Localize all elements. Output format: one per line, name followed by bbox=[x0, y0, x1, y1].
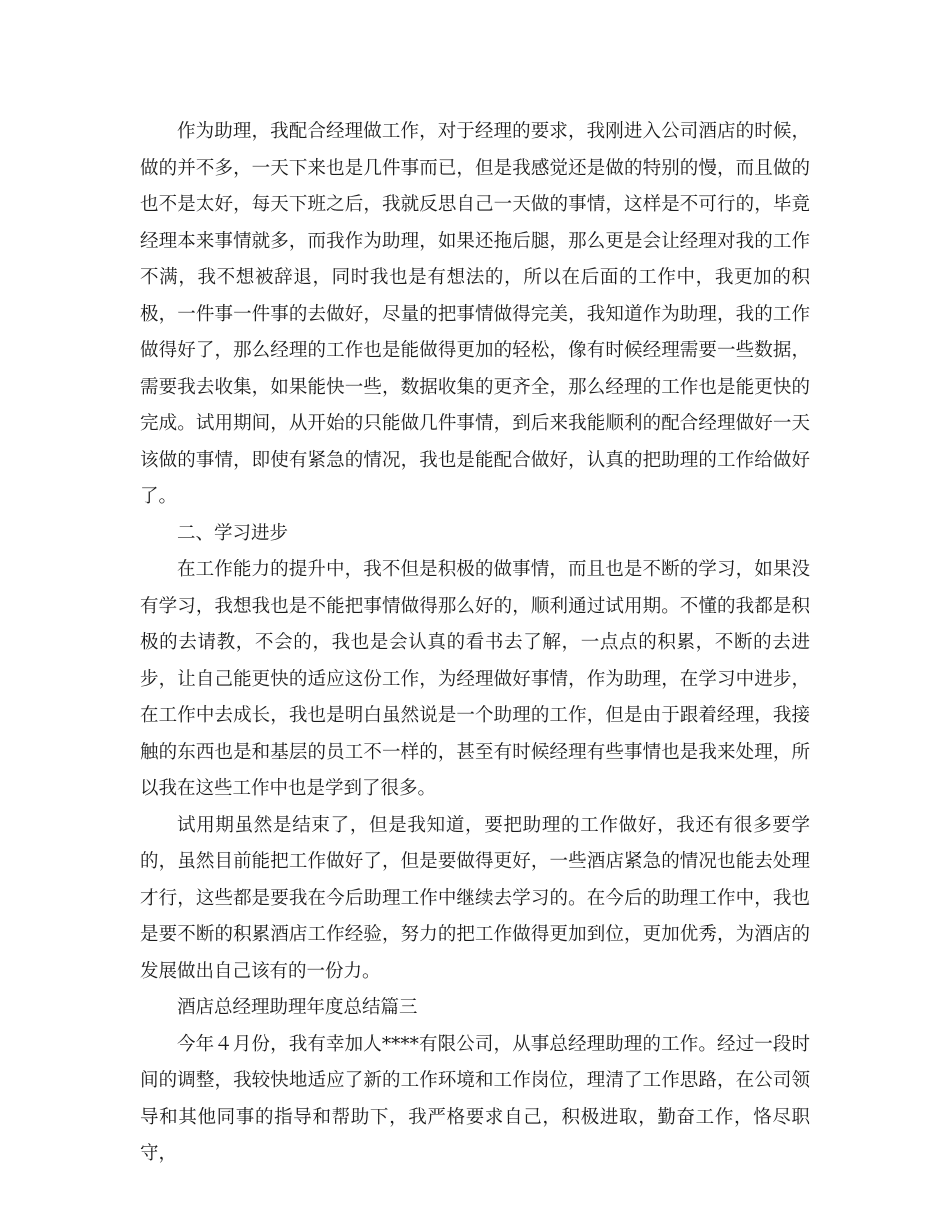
paragraph-probation-end: 试用期虽然是结束了，但是我知道，要把助理的工作做好，我还有很多要学的，虽然目前能把工作做好了，但是要做得更好，一些酒店紧急的情况也能去处理才行，这些都是要我在今后助理工作中继续去学习的。在今后的助理工作中，我也是要不断的积累酒店工作经验，努力的把工作做得更加到位，更加优秀，为酒店的发展做出自己该有的一份力。 bbox=[140, 814, 810, 982]
paragraph-joining-company: 今年４月份，我有幸加人****有限公司，从事总经理助理的工作。经过一段时间的调整，我较快地适应了新的工作环境和工作岗位，理清了工作思路，在公司领导和其他同事的指导和帮助下，我严格要求自己，积极进取，勤奋工作，恪尽职守， bbox=[140, 1033, 810, 1164]
paragraph-assistant-work: 作为助理，我配合经理做工作，对于经理的要求，我刚进入公司酒店的时候，做的并不多，一天下来也是几件事而已，但是我感觉还是做的特别的慢，而且做的也不是太好，每天下班之后，我就反思自己一天做的事情，这样是不可行的，毕竟经理本来事情就多，而我作为助理，如果还拖后腿，那么更是会让经理对我的工作不满，我不想被辞退，同时我也是有想法的，所以在后面的工作中，我更加的积极，一件事一件事的去做好，尽量的把事情做得完美，我知道作为助理，我的工作做得好了，那么经理的工作也是能做得更加的轻松，像有时候经理需要一些数据，需要我去收集，如果能快一些，数据收集的更齐全，那么经理的工作也是能更快的完成。试用期间，从开始的只能做几件事情，到后来我能顺利的配合经理做好一天该做的事情，即使有紧急的情况，我也是能配合做好，认真的把助理的工作给做好了。 bbox=[140, 121, 810, 507]
section-heading-learning-progress: 二、学习进步 bbox=[177, 522, 289, 544]
document-body bbox=[140, 114, 810, 1173]
paragraph-learning: 在工作能力的提升中，我不但是积极的做事情，而且也是不断的学习，如果没有学习，我想我也是不能把事情做得那么好的，顺利通过试用期。不懂的我都是积极的去请教，不会的，我也是会认真的看书去了解，一点点的积累，不断的去进步，让自己能更快的适应这份工作，为经理做好事情，作为助理，在学习中进步，在工作中去成长，我也是明白虽然说是一个助理的工作，但是由于跟着经理，我接触的东西也是和基层的员工不一样的，甚至有时候经理有些事情也是我来处理，所以我在这些工作中也是学到了很多。 bbox=[140, 559, 810, 799]
article-title-part-three: 酒店总经理助理年度总结篇三 bbox=[177, 997, 418, 1018]
